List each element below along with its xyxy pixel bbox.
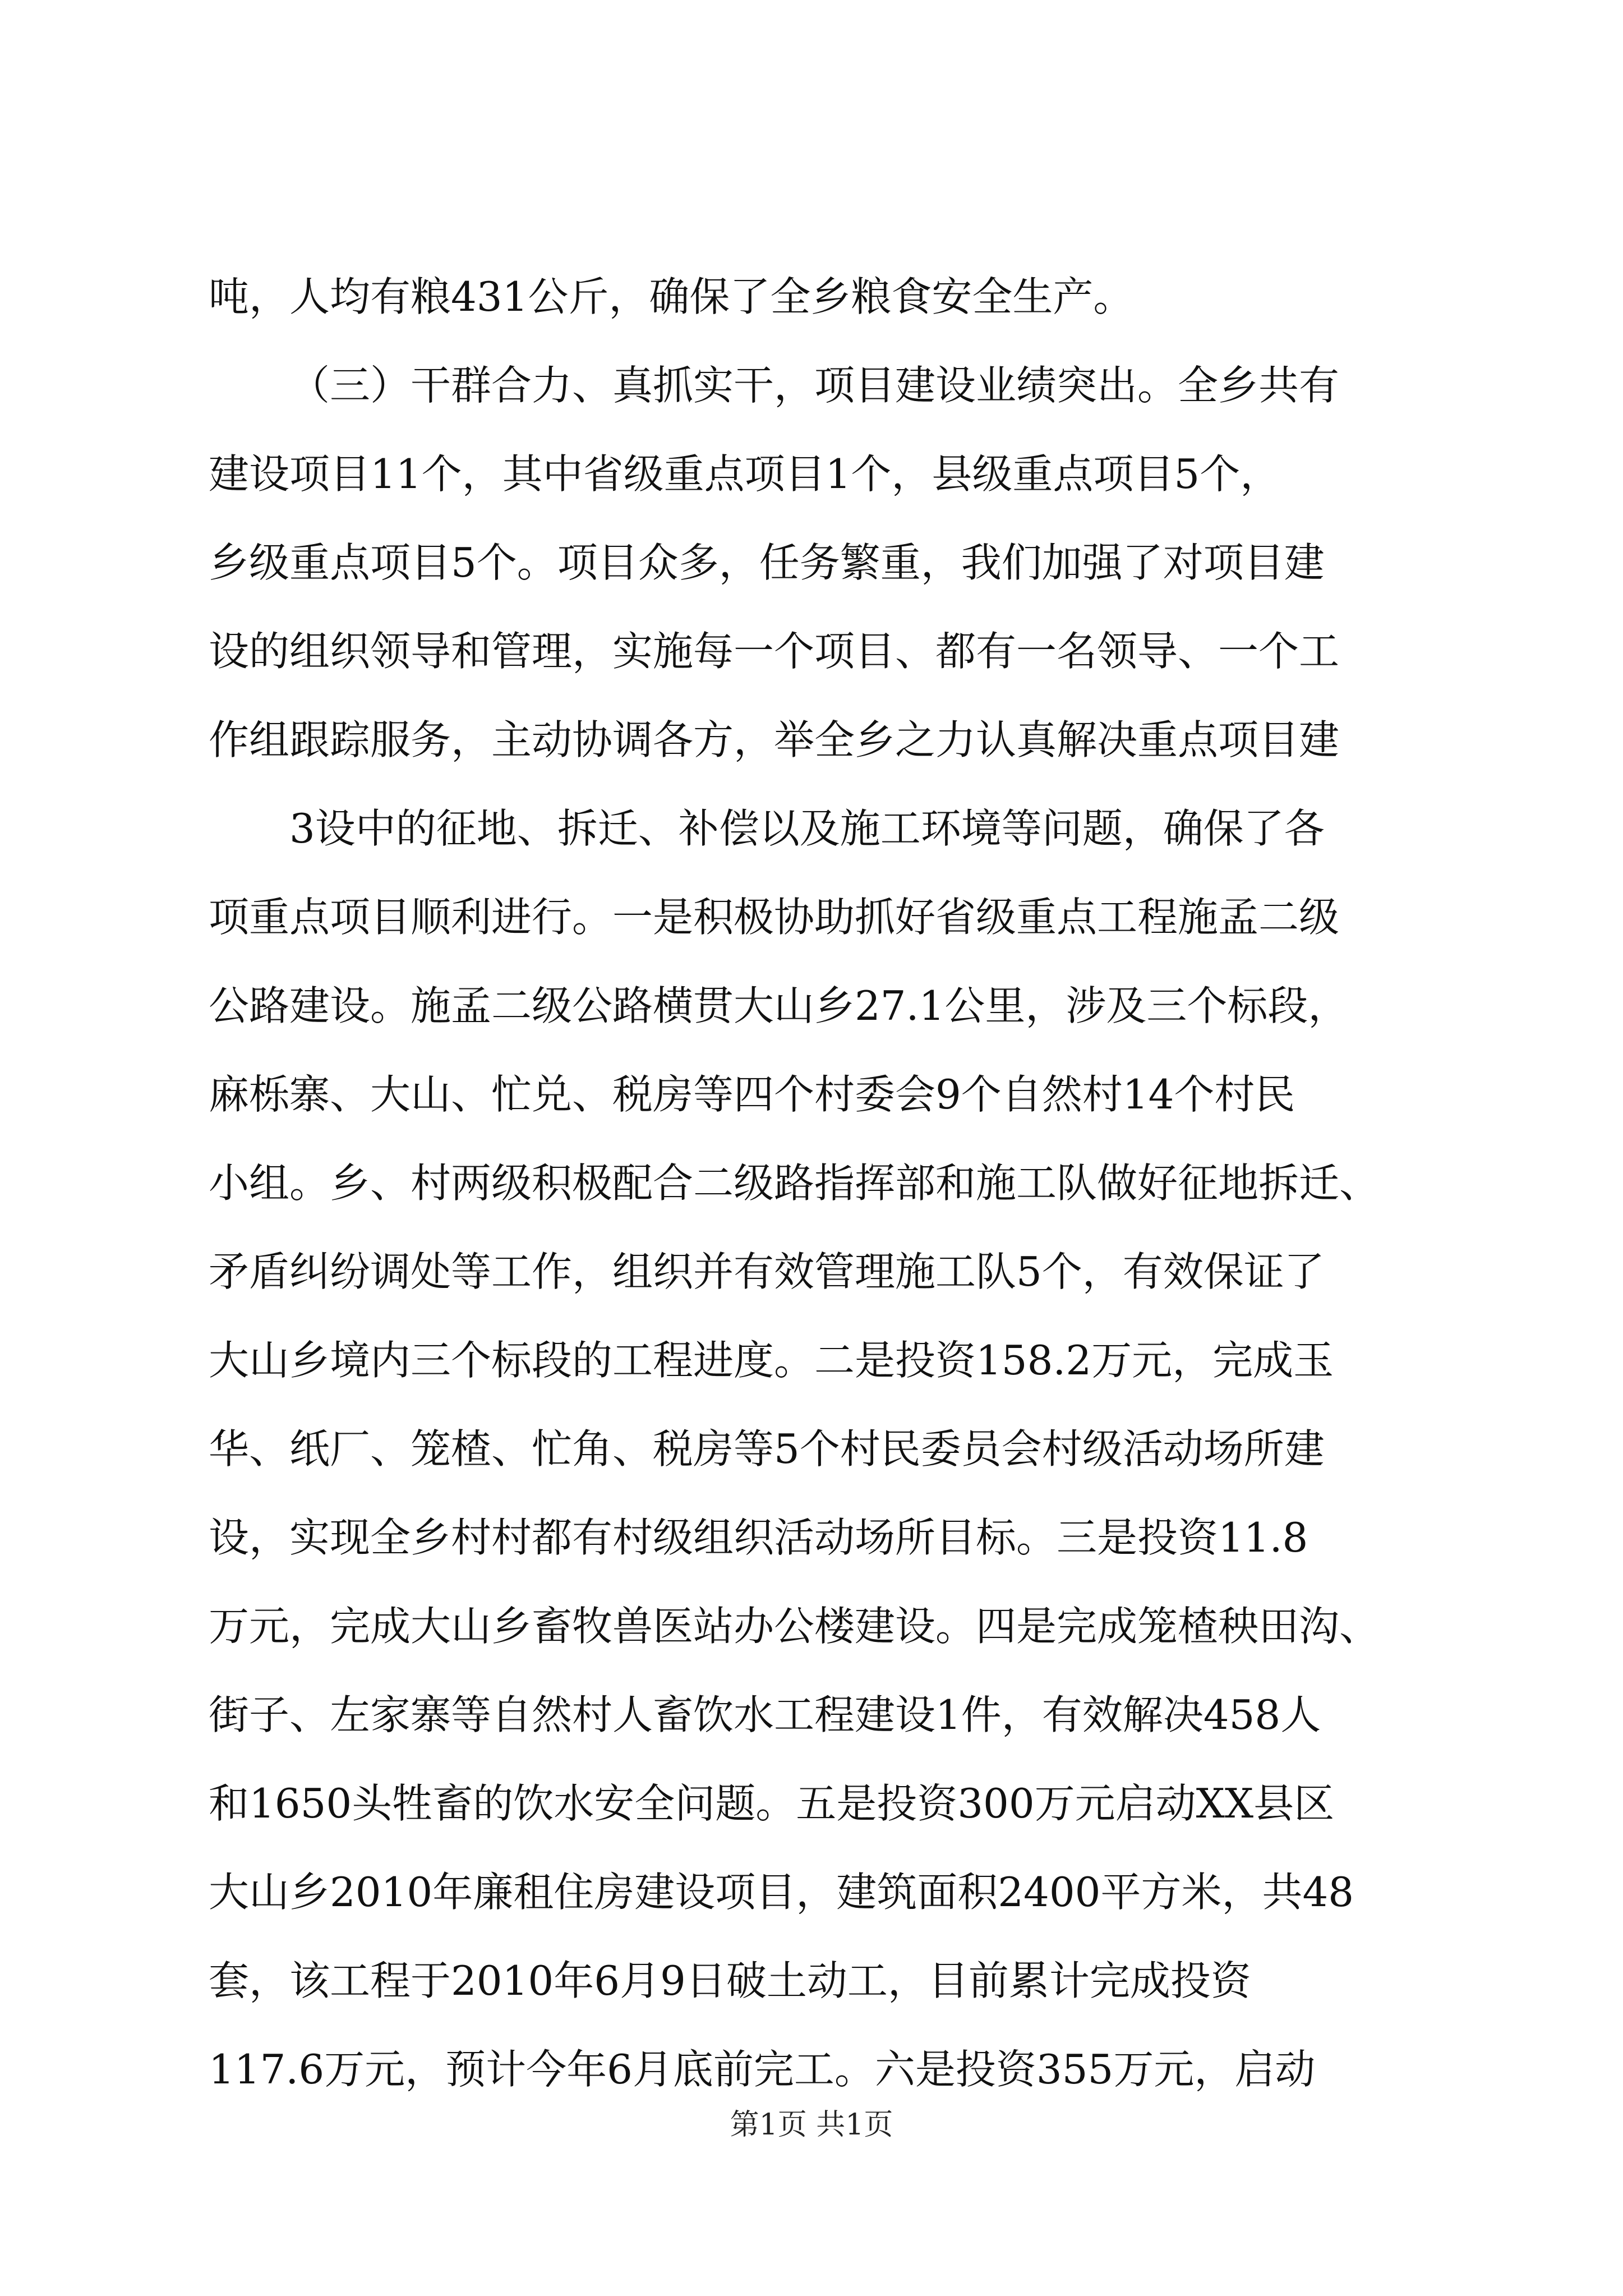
text-line: 小组。乡、村两级积极配合二级路指挥部和施工队做好征地拆迁、	[209, 1159, 1380, 1207]
text-line: 和1650头牲畜的饮水安全问题。五是投资300万元启动XX县区	[209, 1780, 1335, 1827]
text-line: 设的组织领导和管理，实施每一个项目、都有一名领导、一个工	[209, 628, 1340, 675]
text-line: 华、纸厂、笼楂、忙角、税房等5个村民委员会村级活动场所建	[209, 1425, 1325, 1473]
text-line: 3设中的征地、拆迁、补偿以及施工环境等问题，确保了各	[289, 805, 1325, 852]
text-line: 作组跟踪服务，主动协调各方，举全乡之力认真解决重点项目建	[209, 716, 1340, 763]
document-body	[209, 252, 1414, 2114]
text-line: 矛盾纠纷调处等工作，组织并有效管理施工队5个，有效保证了	[209, 1248, 1325, 1295]
text-line: （三）干群合力、真抓实干，项目建设业绩突出。全乡共有	[289, 362, 1340, 409]
text-line: 公路建设。施孟二级公路横贯大山乡27.1公里，涉及三个标段，	[209, 982, 1349, 1029]
text-line: 设，实现全乡村村都有村级组织活动场所目标。三是投资11.8	[209, 1514, 1308, 1561]
text-line: 万元，完成大山乡畜牧兽医站办公楼建设。四是完成笼楂秧田沟、	[209, 1603, 1380, 1650]
text-line: 套，该工程于2010年6月9日破土动工，目前累计完成投资	[209, 1957, 1251, 2004]
text-line: 街子、左家寨等自然村人畜饮水工程建设1件，有效解决458人	[209, 1691, 1321, 1738]
text-line: 大山乡2010年廉租住房建设项目，建筑面积2400平方米，共48	[209, 1869, 1354, 1916]
text-line: 吨，人均有粮431公斤，确保了全乡粮食安全生产。	[209, 273, 1134, 320]
text-line: 乡级重点项目5个。项目众多，任务繁重，我们加强了对项目建	[209, 539, 1325, 586]
text-line: 117.6万元，预计今年6月底前完工。六是投资355万元，启动	[209, 2046, 1316, 2093]
text-line: 大山乡境内三个标段的工程进度。二是投资158.2万元，完成玉	[209, 1337, 1334, 1384]
text-line: 麻栎寨、大山、忙兑、税房等四个村委会9个自然村14个村民	[209, 1071, 1295, 1118]
text-line: 项重点项目顺利进行。一是积极协助抓好省级重点工程施孟二级	[209, 894, 1340, 941]
page-footer: 第1页 共1页	[730, 2108, 893, 2142]
text-line: 建设项目11个，其中省级重点项目1个，县级重点项目5个，	[209, 450, 1281, 498]
